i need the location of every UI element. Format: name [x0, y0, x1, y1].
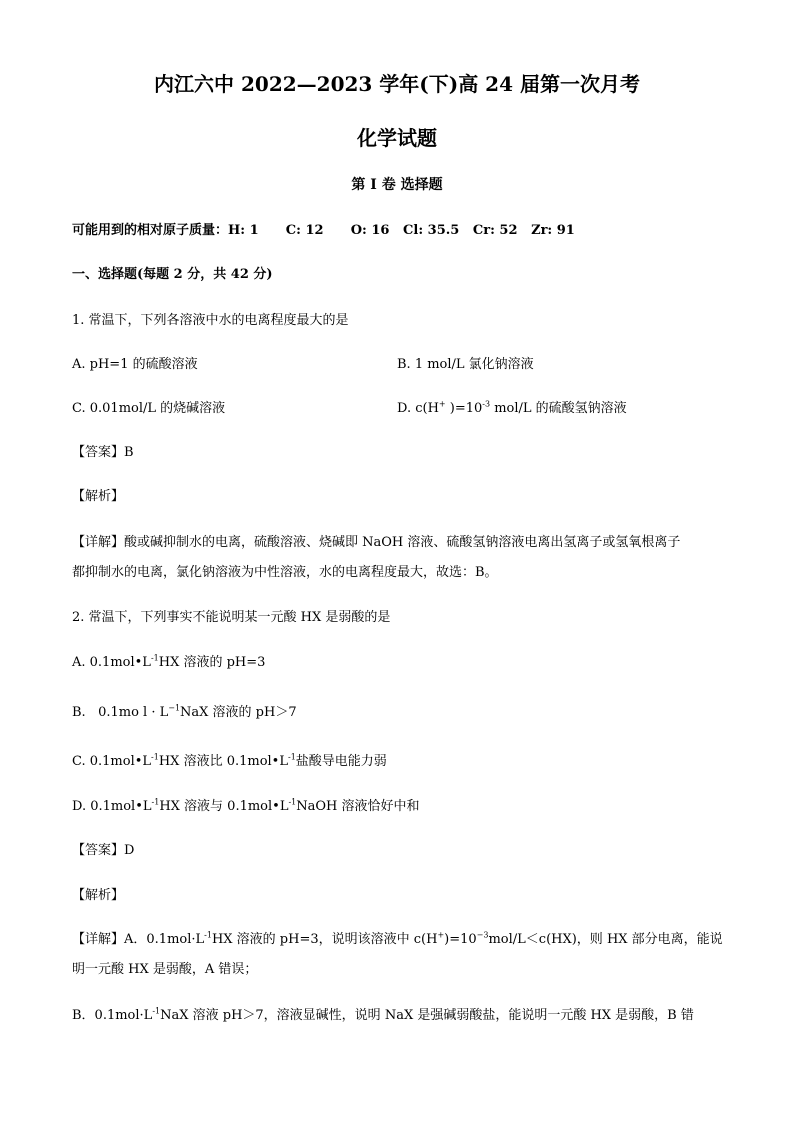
- q1-stem: 1. 常温下，下列各溶液中水的电离程度最大的是: [72, 313, 349, 328]
- q1-option-a: A. pH=1 的硫酸溶液: [72, 357, 198, 372]
- q1-answer: 【答案】B: [72, 445, 134, 460]
- q2-detail-a-line-2: 明一元酸 HX 是弱酸，A 错误；: [72, 962, 258, 977]
- q1-detail-line-2: 都抑制水的电离，氯化钠溶液为中性溶液，水的电离程度最大，故选：B。: [72, 565, 498, 580]
- q2-option-a: A. $0.1mol•L^{-1}HX$ 溶液的 pH=3: [72, 653, 266, 670]
- q2-analysis: 【解析】: [72, 888, 125, 903]
- exam-subtitle: 化学试题: [357, 126, 437, 150]
- atomic-masses: 可能用到的相对原子质量：H: 1 C: 12 O: 16 Cl: 35.5 Cr: 52 Zr: 91: [72, 223, 575, 238]
- q2-answer: 【答案】D: [72, 843, 135, 858]
- q1-option-d: D. c(H+ )$=10^{-3}$ mol/L 的硫酸氢钠溶液: [397, 399, 627, 416]
- q1-detail-line-1: 【详解】酸或碱抑制水的电离，硫酸溶液、烧碱即 NaOH 溶液、硫酸氢钠溶液电离出氢离子或氢氧根离子: [72, 535, 681, 550]
- volume-heading: 第 I 卷 选择题: [351, 177, 443, 193]
- q2-option-c: C. $0.1mol•L^{-1}HX$ 溶液比 $0.1mol•L^{-1}$盐酸导电能力弱: [72, 752, 387, 769]
- q2-option-d: D. $0.1mol•L^{-1}HX$ 溶液与 $0.1mol•L^{-1}NaOH$ 溶液恰好中和: [72, 797, 420, 814]
- q1-option-b: B. 1 mol/L 氯化钠溶液: [397, 357, 534, 372]
- q2-detail-b-line-1: B．$0.1mol\cdot L^{-1}NaX$ 溶液 pH＞7，溶液显碱性，说明 NaX 是强碱弱酸盐，能说明一元酸 HX 是弱酸，B 错: [72, 1006, 694, 1023]
- q1-option-c: C. 0.01mol/L 的烧碱溶液: [72, 401, 226, 416]
- q2-option-b: B. 0.1mo $l \cdot L^{-1}NaX$ 溶液的 pH＞7: [72, 703, 297, 720]
- q1-analysis: 【解析】: [72, 489, 125, 504]
- section-heading: 一、选择题(每题 2 分，共 42 分): [72, 267, 273, 282]
- q2-stem: 2. 常温下，下列事实不能说明某一元酸 HX 是弱酸的是: [72, 610, 391, 625]
- exam-title: 内江六中 2022—2023 学年(下)高 24 届第一次月考: [154, 72, 640, 96]
- q2-detail-a-line-1: 【详解】A．$0.1mol\cdot L^{-1}HX$ 溶液的 pH=3，说明该溶液中 $c(H^+)=10^{-3}mol/L<c(HX)$，则 HX 部分电离，能说: [72, 930, 723, 947]
